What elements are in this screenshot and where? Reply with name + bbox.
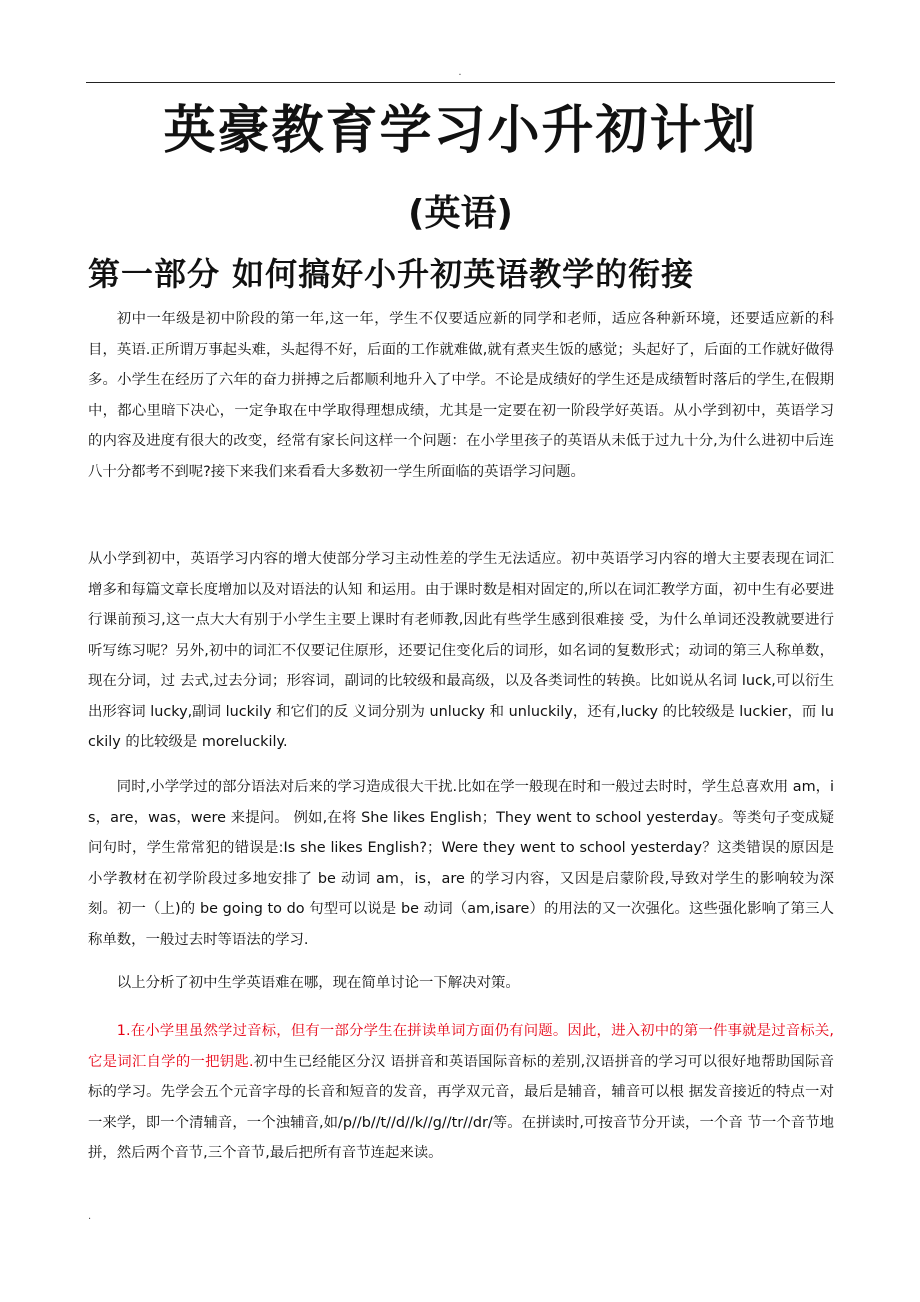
paragraph-intro: 初中一年级是初中阶段的第一年,这一年，学生不仅要适应新的同学和老师，适应各种新环境，还要适应新的科目，英语.正所谓万事起头难，头起得不好，后面的工作就难做,就有煮夹生饭的感觉；头起好了，后面的工作就好做得多。小学生在经历了六年的奋力拼搏之后都顺利地升入了中学。不论是成绩好的学生还是成绩暂时落后的学生,在假期中，都心里暗下决心，一定争取在中学取得理想成绩，尤其是一定要在初一阶段学好英语。从小学到初中，英语学习的内容及进度有很大的改变，经常有家长问这样一个问题：在小学里孩子的英语从未低于过九十分,为什么进初中后连八十分都考不到呢?接下来我们来看看大多数初一学生所面临的英语学习问题。 <box>88 311 834 480</box>
document-subtitle: (英语) <box>408 193 513 234</box>
header-rule <box>86 82 835 83</box>
footer-dot: . <box>88 1211 92 1222</box>
document-title: 英豪教育学习小升初计划 <box>163 101 758 161</box>
paragraph-grammar: 同时,小学学过的部分语法对后来的学习造成很大干扰.比如在学一般现在时和一般过去时时，学生总喜欢用 am，is，are，was，were 来提问。 例如,在将 She likes English；They went to school yesterday。等类句子变成疑问句时，学生常常犯的错误是:Is she likes English?；Were they went to school yesterday？这类错误的原因是小学教材在初学阶段过多地安排了 be 动词 am，is，are 的学习内容，又因是启蒙阶段,导致对学生的影响较为深 刻。初一（上)的 be going to do 句型可以说是 be 动词（am,isare）的用法的又一次强化。这些强化影响了第三人称单数，一般过去时等语法的学习. <box>88 779 834 948</box>
paragraph-vocabulary: 从小学到初中，英语学习内容的增大使部分学习主动性差的学生无法适应。初中英语学习内容的增大主要表现在词汇增多和每篇文章长度增加以及对语法的认知 和运用。由于课时数是相对固定的,所以在词汇教学方面，初中生有必要进行课前预习,这一点大大有别于小学生主要上课时有老师教,因此有些学生感到很难接 受，为什么单词还没教就要进行听写练习呢？另外,初中的词汇不仅要记住原形，还要记住变化后的词形，如名词的复数形式；动词的第三人称单数，现在分词，过 去式,过去分词；形容词，副词的比较级和最高级，以及各类词性的转换。比如说从名词 luck,可以衍生出形容词 lucky,副词 luckily 和它们的反 义词分别为 unlucky 和 unluckily，还有,lucky 的比较级是 luckier，而 luckily 的比较级是 moreluckily. <box>88 551 834 750</box>
solution-number: 1. <box>116 1023 131 1039</box>
paragraph-summary: 以上分析了初中生学英语难在哪，现在简单讨论一下解决对策。 <box>116 975 520 991</box>
header-dot: . <box>458 67 462 78</box>
solution-body: 初中生已经能区分汉 语拼音和英语国际音标的差别,汉语拼音的学习可以很好地帮助国际音标的学习。先学会五个元音字母的长音和短音的发音，再学双元音，最后是辅音，辅音可以根 据发音接近的特点一对一来学，即一个清辅音，一个浊辅音,如/p//b//t//d//k//g//tr//dr/等。在拼读时,可按音节分开读，一个音 节一个音节地拼，然后两个音节,三个音节,最后把所有音节连起来读。 <box>88 1053 835 1161</box>
paragraph-solution-1 <box>88 1016 834 1169</box>
solution-highlight: 在小学里虽然学过音标，但有一部分学生在拼读单词方面仍有问题。因此，进入初中的第一件事就是过音标关,它是词汇自学的一把钥匙. <box>88 1023 834 1070</box>
section-heading: 第一部分 如何搞好小升初英语教学的衔接 <box>88 255 695 293</box>
